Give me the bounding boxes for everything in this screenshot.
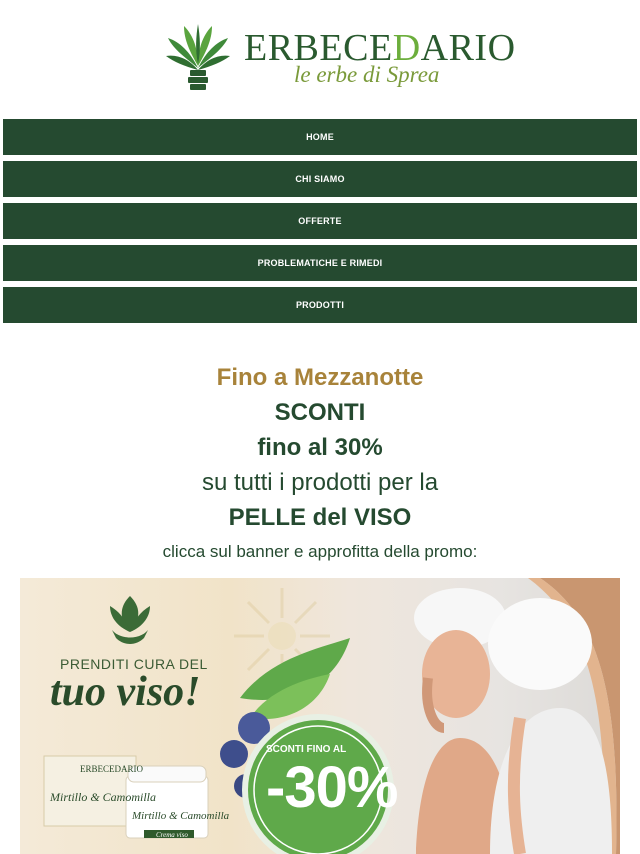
nav-home[interactable]: HOME bbox=[3, 119, 637, 155]
promo-category: PELLE del VISO bbox=[228, 504, 412, 531]
banner-script: tuo viso! bbox=[50, 669, 201, 715]
header bbox=[0, 0, 640, 118]
badge-discount: -30% bbox=[266, 755, 398, 820]
nav-offerte[interactable]: OFFERTE bbox=[3, 203, 637, 239]
plant-logo-icon bbox=[166, 22, 230, 92]
main-nav bbox=[3, 119, 637, 329]
logo-tagline: le erbe di Sprea bbox=[294, 62, 440, 87]
logo-wordmark: ERBECEDARIO bbox=[244, 27, 516, 69]
erbecedario-logo[interactable] bbox=[166, 22, 516, 94]
banner-heading: PRENDITI CURA DEL bbox=[60, 656, 208, 672]
promo-discount: fino al 30% bbox=[257, 434, 383, 461]
nav-chi-siamo[interactable]: CHI SIAMO bbox=[3, 161, 637, 197]
promo-deadline: Fino a Mezzanotte bbox=[216, 364, 424, 391]
jar-sub-label: Crema viso bbox=[156, 831, 188, 839]
promo-cta: clicca sul banner e approfitta della promo: bbox=[162, 542, 478, 561]
jar-label-front: Mirtillo & Camomilla bbox=[132, 810, 230, 822]
jar-brand: ERBECEDARIO bbox=[80, 764, 143, 774]
promo-sconti: SCONTI bbox=[274, 399, 366, 426]
nav-problematiche-e-rimedi[interactable]: PROBLEMATICHE E RIMEDI bbox=[3, 245, 637, 281]
promo-text bbox=[0, 360, 640, 565]
jar-label-back: Mirtillo & Camomilla bbox=[50, 790, 157, 804]
promo-banner[interactable] bbox=[20, 578, 620, 854]
nav-prodotti[interactable]: PRODOTTI bbox=[3, 287, 637, 323]
badge-small-text: SCONTI FINO AL bbox=[266, 744, 347, 755]
promo-scope: su tutti i prodotti per la bbox=[201, 469, 439, 496]
